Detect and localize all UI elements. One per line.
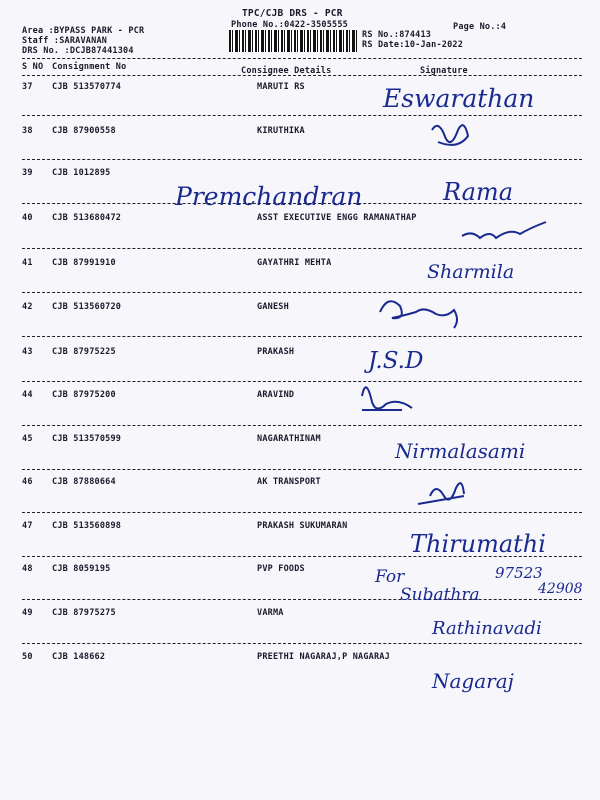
row-43-consignee: PRAKASH — [257, 347, 295, 357]
signature-row-46-scribble — [418, 483, 464, 504]
drs-number: DRS No. :DCJB87441304 — [22, 46, 134, 56]
row-48-consignee: PVP FOODS — [257, 564, 305, 574]
signature-row-47: Thirumathi — [410, 530, 546, 558]
row-43-sno: 43 — [22, 347, 33, 357]
row-43-consignment: CJB 87975225 — [52, 347, 116, 357]
page-number: Page No.:4 — [453, 22, 507, 32]
row-40-consignee: ASST EXECUTIVE ENGG RAMANATHAP — [257, 213, 417, 223]
row-42-consignment: CJB 513560720 — [52, 302, 122, 312]
row-39-sno: 39 — [22, 168, 33, 178]
for-label-row-48: For — [375, 567, 405, 587]
row-50-sno: 50 — [22, 652, 33, 662]
number-row-48-b: 42908 — [538, 581, 583, 597]
column-consignee: Consignee Details — [241, 66, 332, 76]
row-42-consignee: GANESH — [257, 302, 289, 312]
document-title: TPC/CJB DRS - PCR — [242, 8, 343, 19]
staff-label: Staff :SARAVANAN — [22, 36, 108, 46]
row-40-sno: 40 — [22, 213, 33, 223]
row-47-consignee: PRAKASH SUKUMARAN — [257, 521, 348, 531]
number-row-48-a: 97523 — [495, 564, 543, 582]
row-48-consignment: CJB 8059195 — [52, 564, 111, 574]
row-45-consignee: NAGARATHINAM — [257, 434, 321, 444]
signature-row-41: Sharmila — [427, 261, 515, 283]
row-37-consignment: CJB 513570774 — [52, 82, 122, 92]
row-44-sno: 44 — [22, 390, 33, 400]
row-46-consignee: AK TRANSPORT — [257, 477, 321, 487]
row-42-sno: 42 — [22, 302, 33, 312]
handwritten-name-row-39: Premchandran — [175, 182, 363, 211]
rs-date: RS Date:10-Jan-2022 — [362, 40, 464, 50]
area-label: Area :BYPASS PARK - PCR — [22, 26, 145, 36]
signature-row-49: Rathinavadi — [432, 618, 542, 639]
row-39-consignment: CJB 1012895 — [52, 168, 111, 178]
signature-row-45: Nirmalasami — [395, 439, 526, 463]
row-48-sno: 48 — [22, 564, 33, 574]
row-50-consignment: CJB 148662 — [52, 652, 106, 662]
row-38-consignee: KIRUTHIKA — [257, 126, 305, 136]
row-47-consignment: CJB 513560898 — [52, 521, 122, 531]
row-37-consignee: MARUTI RS — [257, 82, 305, 92]
signature-row-40-scribble — [462, 222, 546, 238]
rs-number: RS No.:874413 — [362, 30, 432, 40]
signature-row-37: Eswarathan — [383, 84, 535, 113]
phone-number: Phone No.:0422-3505555 — [231, 20, 348, 30]
signature-row-43: J.S.D — [368, 348, 424, 374]
row-38-consignment: CJB 87900558 — [52, 126, 116, 136]
signature-row-50: Nagaraj — [432, 669, 514, 693]
row-49-sno: 49 — [22, 608, 33, 618]
row-45-sno: 45 — [22, 434, 33, 444]
column-signature: Signature — [420, 66, 468, 76]
row-50-consignee: PREETHI NAGARAJ,P NAGARAJ — [257, 652, 390, 662]
row-37-sno: 37 — [22, 82, 33, 92]
signature-row-44-scribble — [362, 387, 412, 410]
row-44-consignment: CJB 87975200 — [52, 390, 116, 400]
row-41-consignee: GAYATHRI MEHTA — [257, 258, 332, 268]
row-41-sno: 41 — [22, 258, 33, 268]
signature-row-42-scribble — [380, 301, 457, 328]
row-49-consignment: CJB 87975275 — [52, 608, 116, 618]
column-sno: S NO — [22, 62, 44, 72]
row-47-sno: 47 — [22, 521, 33, 531]
signature-row-39: Rama — [443, 178, 513, 206]
handwritten-name-row-48: Subathra — [400, 585, 480, 605]
signature-row-38-scribble — [432, 125, 468, 145]
row-44-consignee: ARAVIND — [257, 390, 295, 400]
row-46-consignment: CJB 87880664 — [52, 477, 116, 487]
row-41-consignment: CJB 87991910 — [52, 258, 116, 268]
row-40-consignment: CJB 513680472 — [52, 213, 122, 223]
row-38-sno: 38 — [22, 126, 33, 136]
row-46-sno: 46 — [22, 477, 33, 487]
row-49-consignee: VARMA — [257, 608, 284, 618]
row-45-consignment: CJB 513570599 — [52, 434, 122, 444]
column-consignment: Consignment No — [52, 62, 127, 72]
